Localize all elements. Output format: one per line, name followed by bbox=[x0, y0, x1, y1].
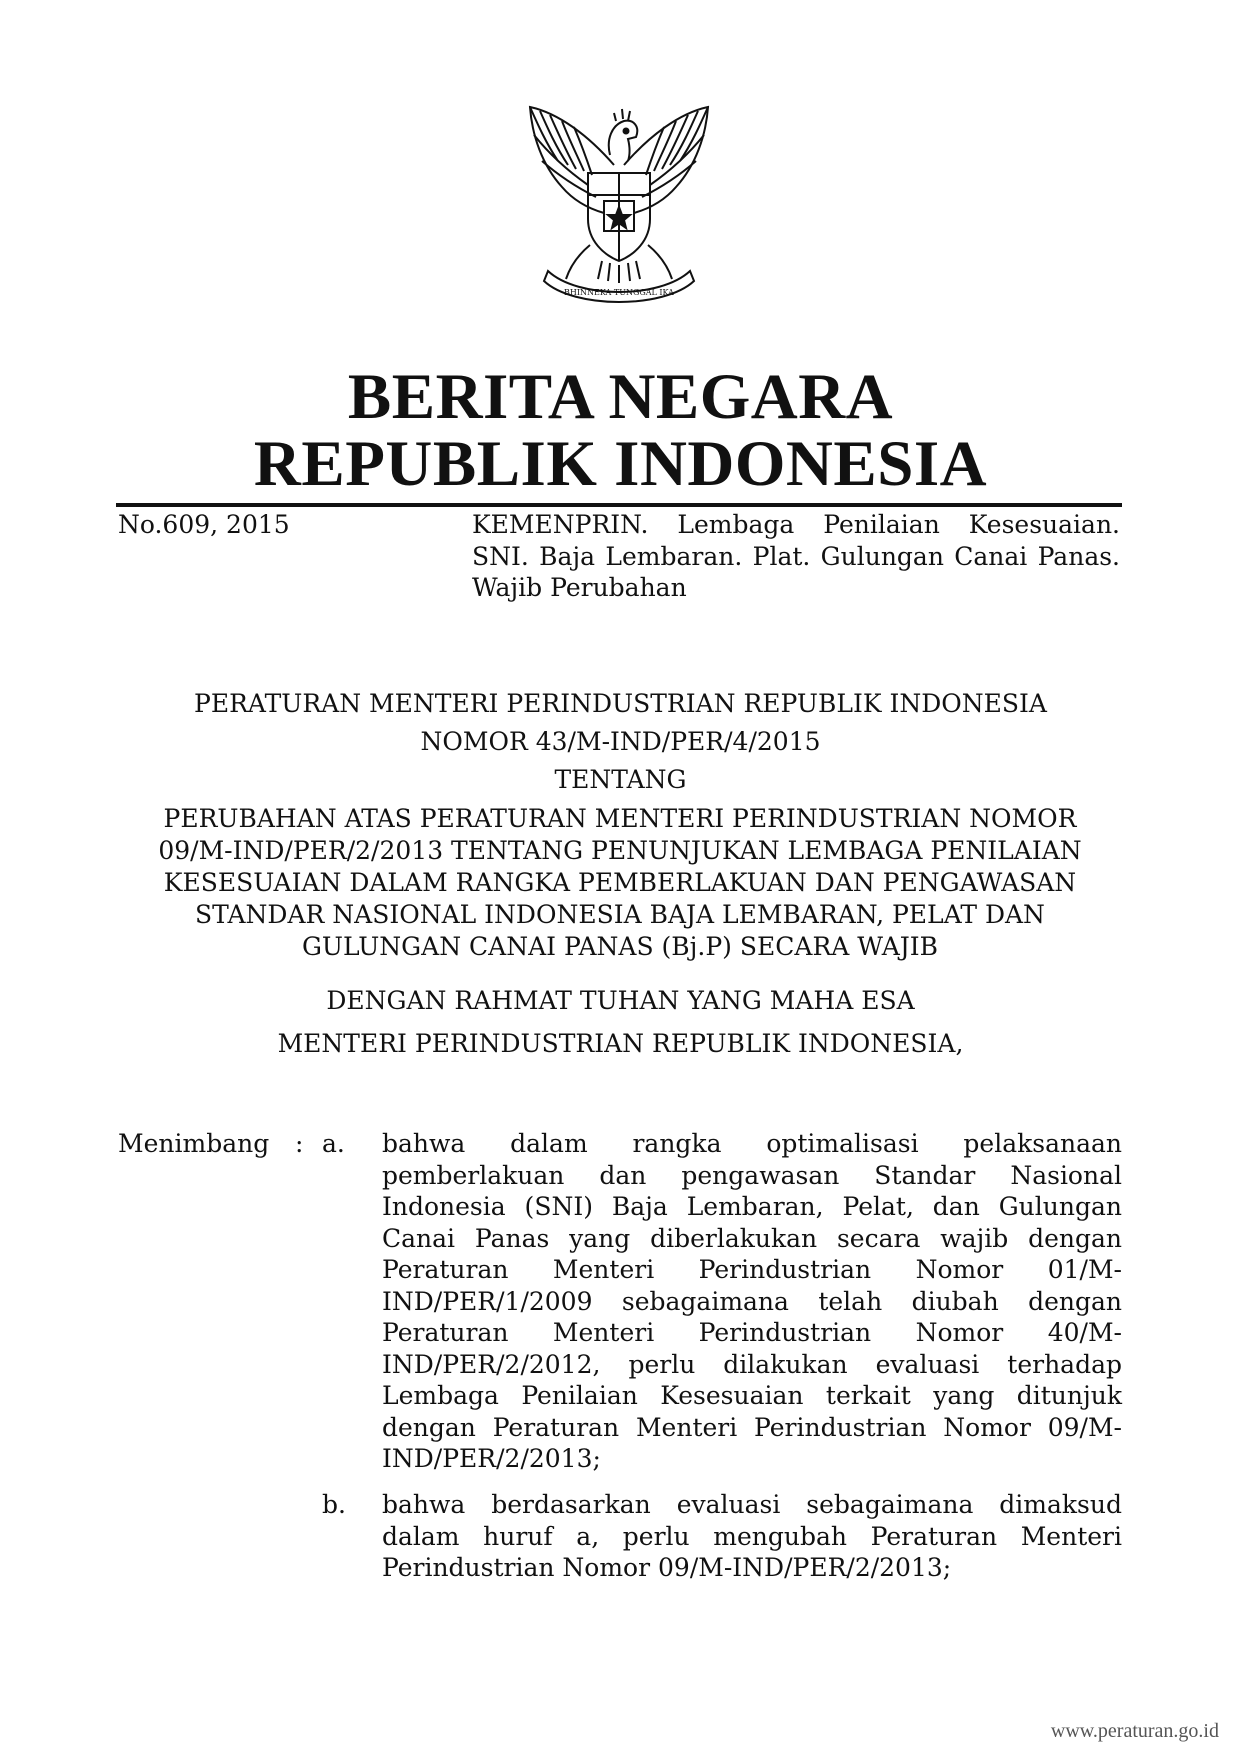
regulation-tentang: TENTANG bbox=[554, 765, 687, 794]
issuer: MENTERI PERINDUSTRIAN REPUBLIK INDONESIA, bbox=[277, 1029, 964, 1058]
consideration-text-b: bahwa berdasarkan evaluasi sebagaimana dimaksud dalam huruf a, perlu mengubah Peraturan Menteri Perindustrian Nomor 09/M-IND/PER/2/2013; bbox=[382, 1490, 1122, 1582]
emblem-motto: BHINNEKA TUNGGAL IKA bbox=[564, 288, 674, 297]
document-title-line1: BERITA NEGARA bbox=[347, 361, 894, 433]
menimbang-label: Menimbang bbox=[118, 1129, 270, 1158]
issue-number: No.609, 2015 bbox=[118, 510, 290, 539]
issue-description: KEMENPRIN. Lembaga Penilaian Kesesuaian. SNI. Baja Lembaran. Plat. Gulungan Canai Panas. Wajib Perubahan bbox=[472, 510, 1120, 602]
regulation-title: PERATURAN MENTERI PERINDUSTRIAN REPUBLIK INDONESIA bbox=[194, 689, 1047, 718]
consideration-letter-b: b. bbox=[322, 1490, 346, 1519]
garuda-emblem-icon bbox=[518, 95, 720, 313]
regulation-about: PERUBAHAN ATAS PERATURAN MENTERI PERINDUSTRIAN NOMOR 09/M-IND/PER/2/2013 TENTANG PENUNJUKAN LEMBAGA PENILAIAN KESESUAIAN DALAM RANGKA PEMBERLAKUAN DAN PENGAWASAN STANDAR NASIONAL INDONESIA BAJA LEMBARAN, PELAT DAN GULUNGAN CANAI PANAS (Bj.P) SECARA WAJIB bbox=[158, 804, 1082, 961]
title-divider bbox=[116, 503, 1122, 507]
menimbang-colon: : bbox=[295, 1129, 304, 1158]
invocation: DENGAN RAHMAT TUHAN YANG MAHA ESA bbox=[326, 986, 915, 1015]
consideration-text-a: bahwa dalam rangka optimalisasi pelaksanaan pemberlakuan dan pengawasan Standar Nasional Indonesia (SNI) Baja Lembaran, Pelat, dan Gulungan Canai Panas yang diberlakukan secara wajib dengan Peraturan Menteri Perindustrian Nomor 01/M-IND/PER/1/2009 sebagaimana telah diubah dengan Peraturan Menteri Perindustrian Nomor 40/M-IND/PER/2/2012, perlu dilakukan evaluasi terhadap Lembaga Penilaian Kesesuaian terkait yang ditunjuk dengan Peraturan Menteri Perindustrian Nomor 09/M-IND/PER/2/2013; bbox=[382, 1129, 1122, 1473]
regulation-number: NOMOR 43/M-IND/PER/4/2015 bbox=[420, 727, 821, 756]
consideration-letter-a: a. bbox=[322, 1129, 345, 1158]
document-title-line2: REPUBLIK INDONESIA bbox=[253, 428, 988, 500]
site-watermark: www.peraturan.go.id bbox=[1050, 1720, 1219, 1742]
